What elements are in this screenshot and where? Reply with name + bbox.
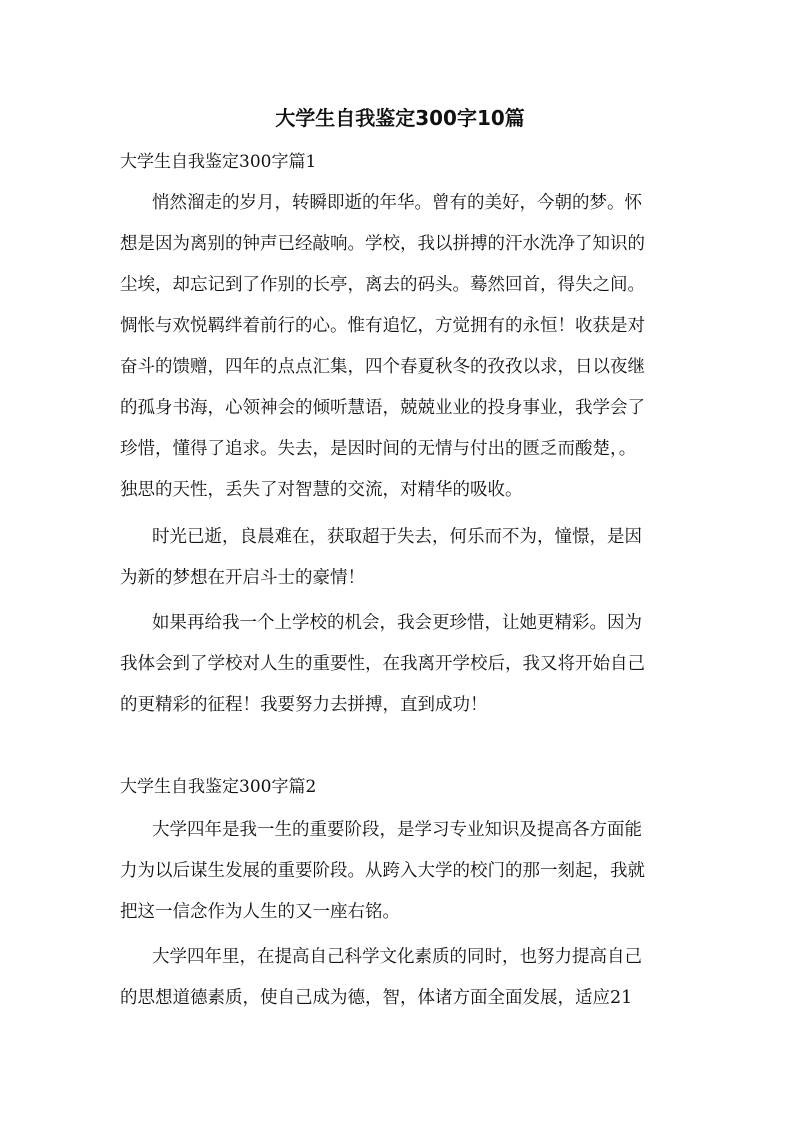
paragraph-line: 独思的天性，丢失了对智慧的交流，对精华的吸收。 <box>120 480 523 500</box>
paragraph-line: 悄然溜走的岁月，转瞬即逝的年华。曾有的美好，今朝的梦。怀 <box>152 193 642 213</box>
paragraph-line: 如果再给我一个上学校的机会，我会更珍惜，让她更精彩。因为 <box>152 613 642 633</box>
paragraph-line: 的更精彩的征程！我要努力去拼搏，直到成功！ <box>120 695 488 715</box>
document-title: 大学生自我鉴定300字10篇 <box>275 106 525 130</box>
paragraph-line: 的思想道德素质，使自己成为德，智，体诸方面全面发展，适应21 <box>120 988 633 1008</box>
paragraph-line: 尘埃，却忘记到了作别的长亭，离去的码头。蓦然回首，得失之间。 <box>120 275 645 295</box>
paragraph-line: 想是因为离别的钟声已经敲响。学校，我以拼搏的汗水洗净了知识的 <box>120 234 645 254</box>
paragraph-line: 惆怅与欢悦羁绊着前行的心。惟有追忆，方觉拥有的永恒！收获是对 <box>120 316 645 336</box>
paragraph-line: 珍惜，懂得了追求。失去，是因时间的无情与付出的匮乏而酸楚，。 <box>120 439 637 459</box>
section-1-heading: 大学生自我鉴定300字篇1 <box>120 152 317 172</box>
section-2-heading: 大学生自我鉴定300字篇2 <box>120 777 317 797</box>
paragraph-line: 奋斗的馈赠，四年的点点汇集，四个春夏秋冬的孜孜以求，日以夜继 <box>120 357 645 377</box>
paragraph-line: 为新的梦想在开启斗士的豪情！ <box>120 568 365 588</box>
paragraph-line: 大学四年里，在提高自己科学文化素质的同时，也努力提高自己 <box>152 947 642 967</box>
paragraph-line: 大学四年是我一生的重要阶段，是学习专业知识及提高各方面能 <box>152 820 642 840</box>
paragraph-line: 我体会到了学校对人生的重要性，在我离开学校后，我又将开始自己 <box>120 654 645 674</box>
paragraph-line: 时光已逝，良晨难在，获取超于失去，何乐而不为，憧憬，是因 <box>152 527 642 547</box>
paragraph-line: 把这一信念作为人生的又一座右铭。 <box>120 902 400 922</box>
paragraph-line: 力为以后谋生发展的重要阶段。从跨入大学的校门的那一刻起，我就 <box>120 861 645 881</box>
paragraph-line: 的孤身书海，心领神会的倾听慧语，兢兢业业的投身事业，我学会了 <box>120 398 645 418</box>
